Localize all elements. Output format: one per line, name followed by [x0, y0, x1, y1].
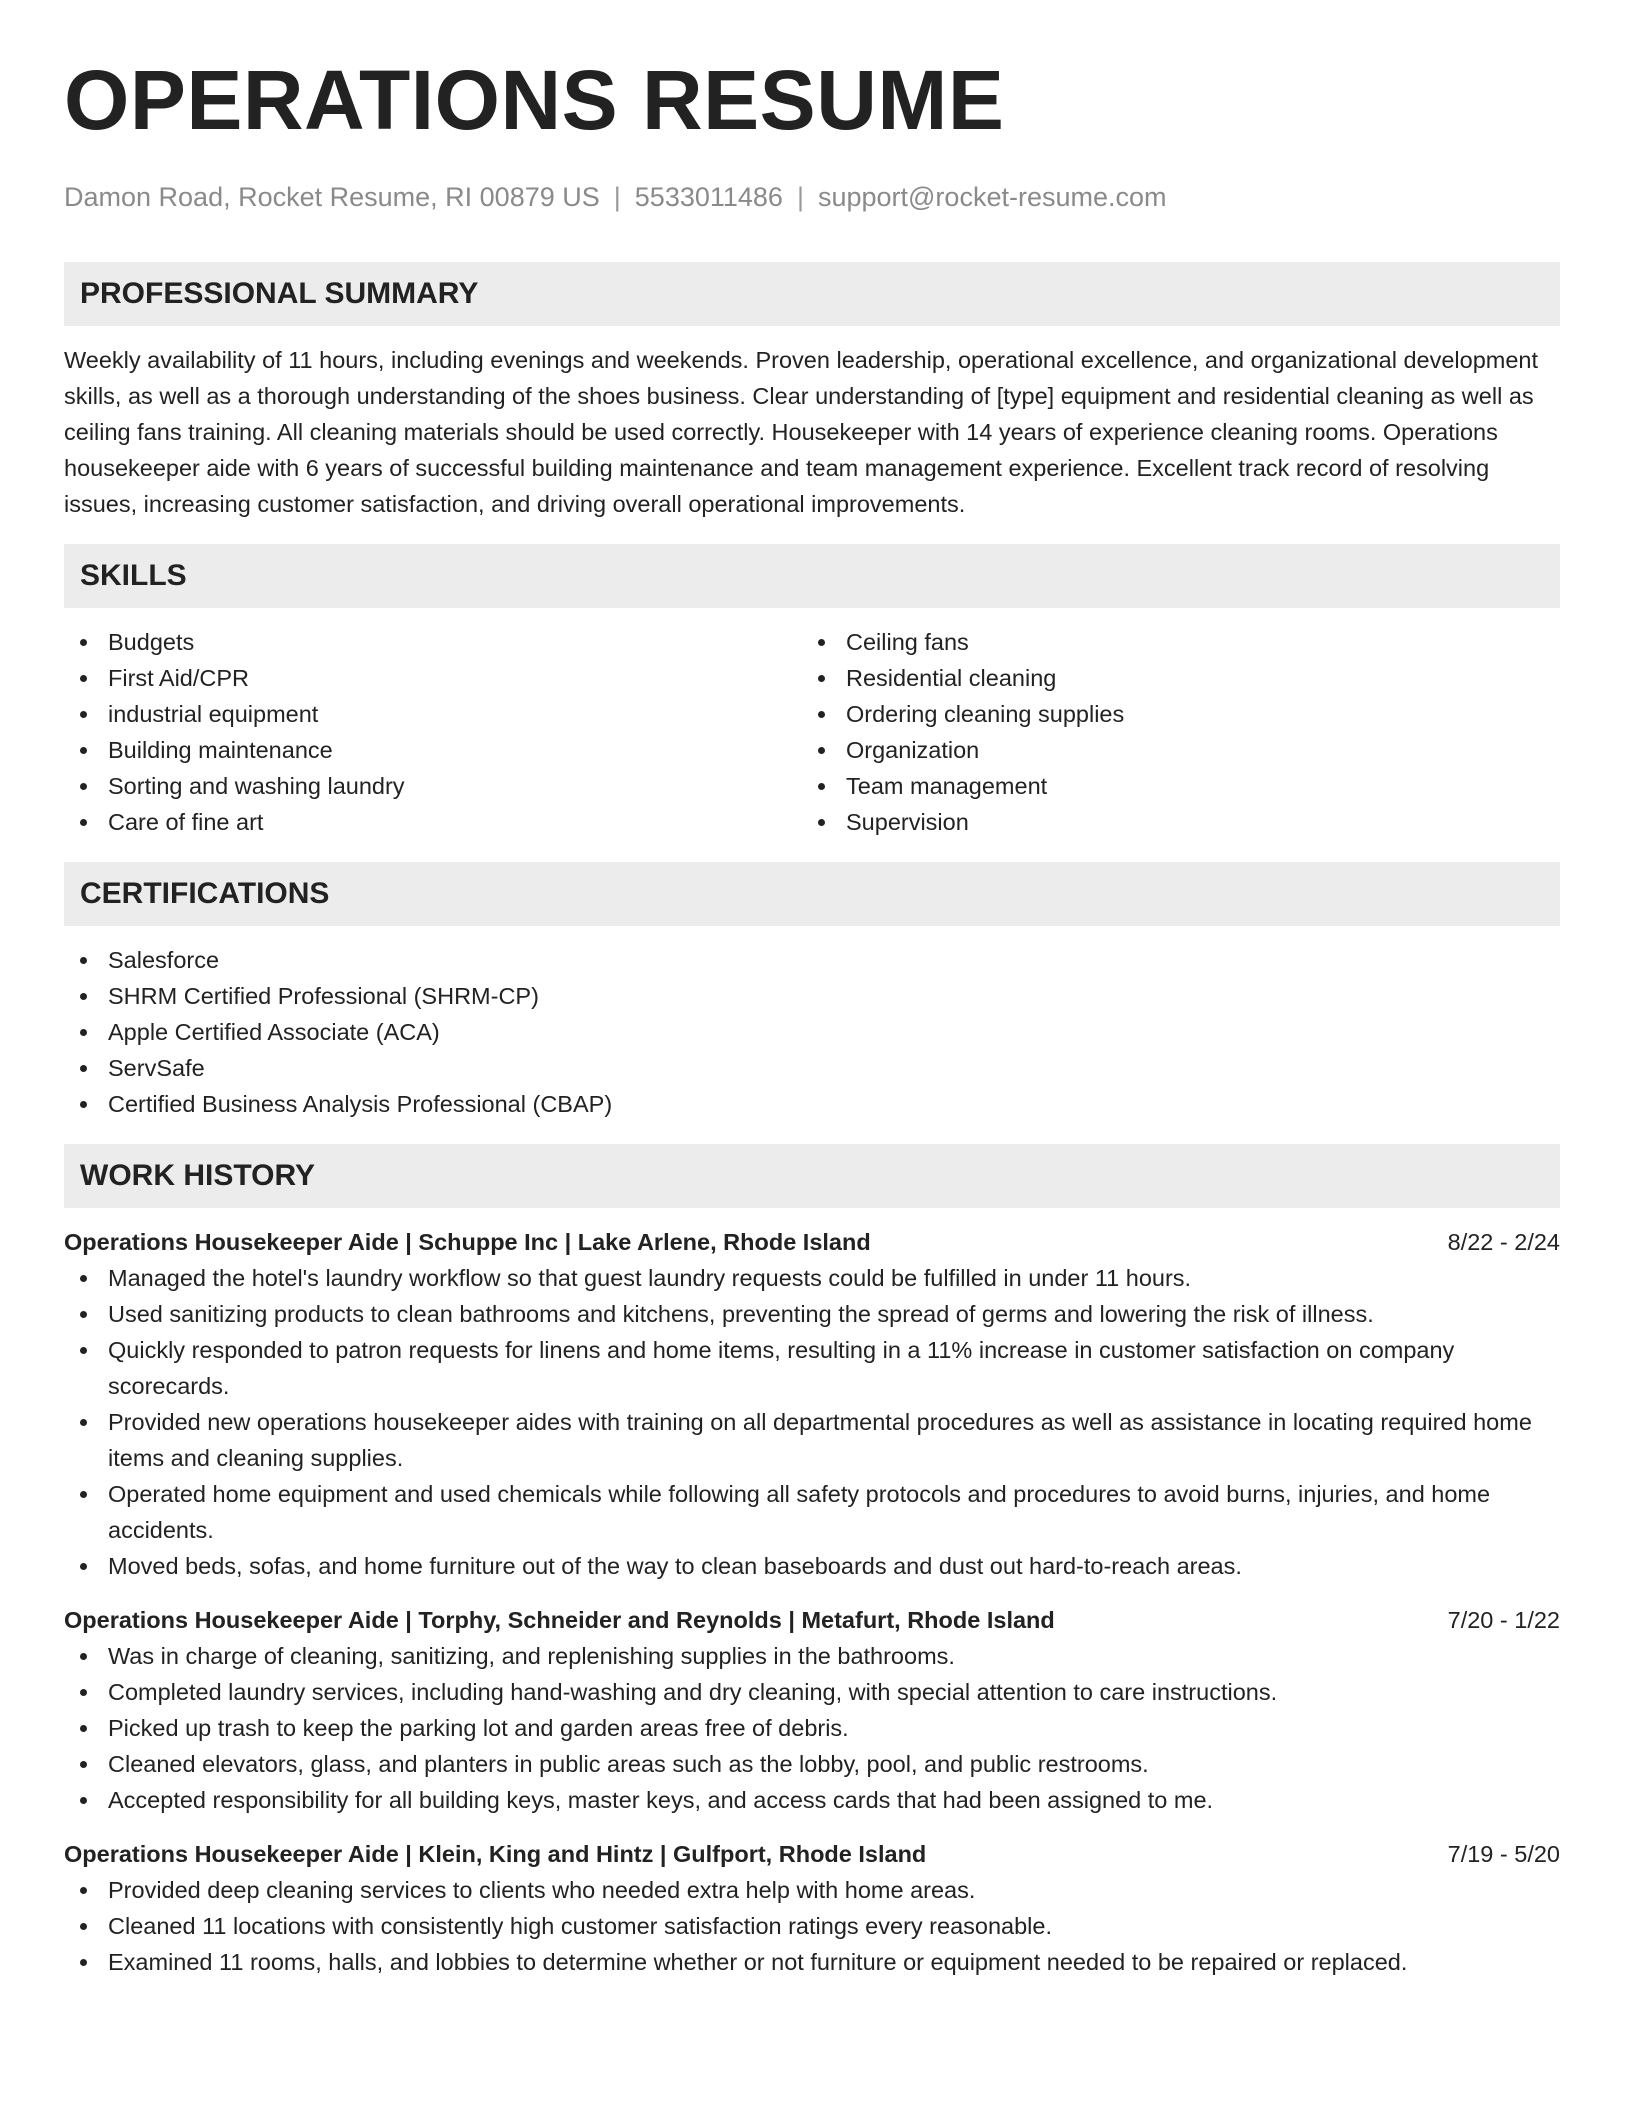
job-bullet: Cleaned elevators, glass, and planters in public areas such as the lobby, pool, and public restrooms. [64, 1746, 1560, 1782]
contact-email: support@rocket-resume.com [817, 182, 1167, 212]
skills-grid [64, 624, 1560, 840]
job-header [64, 1602, 1560, 1638]
job-bullet: Provided deep cleaning services to clients who needed extra help with home areas. [64, 1872, 1560, 1908]
job-bullets [64, 1638, 1560, 1818]
skill-item: Supervision [802, 804, 1540, 840]
section-heading-certifications: CERTIFICATIONS [64, 862, 1560, 926]
job-entry [64, 1602, 1560, 1818]
job-bullet: Provided new operations housekeeper aides with training on all departmental procedures as well as assistance in locating required home items and cleaning supplies. [64, 1404, 1560, 1476]
certification-item: Salesforce [64, 942, 1560, 978]
job-entry [64, 1836, 1560, 1980]
contact-separator: | [796, 182, 804, 212]
job-bullet: Quickly responded to patron requests for linens and home items, resulting in a 11% increase in customer satisfaction on company scorecards. [64, 1332, 1560, 1404]
resume-content [64, 53, 1560, 1980]
contact-phone: 5533011486 [634, 182, 783, 212]
certifications-list [64, 942, 1560, 1122]
section-heading-skills: SKILLS [64, 544, 1560, 608]
job-bullet: Used sanitizing products to clean bathrooms and kitchens, preventing the spread of germs and lowering the risk of illness. [64, 1296, 1560, 1332]
skill-item: Organization [802, 732, 1540, 768]
job-title: Operations Housekeeper Aide | Schuppe Inc | Lake Arlene, Rhode Island [64, 1229, 871, 1255]
job-title: Operations Housekeeper Aide | Torphy, Schneider and Reynolds | Metafurt, Rhode Island [64, 1607, 1055, 1633]
certification-item: SHRM Certified Professional (SHRM-CP) [64, 978, 1560, 1014]
job-entry [64, 1224, 1560, 1584]
skill-item: Care of fine art [64, 804, 802, 840]
job-bullet: Cleaned 11 locations with consistently high customer satisfaction ratings every reasonable. [64, 1908, 1560, 1944]
job-header [64, 1224, 1560, 1260]
job-bullet: Was in charge of cleaning, sanitizing, and replenishing supplies in the bathrooms. [64, 1638, 1560, 1674]
job-bullet: Operated home equipment and used chemicals while following all safety protocols and procedures to avoid burns, injuries, and home accidents. [64, 1476, 1560, 1548]
job-bullet: Managed the hotel's laundry workflow so that guest laundry requests could be fulfilled in under 11 hours. [64, 1260, 1560, 1296]
job-dates: 7/19 - 5/20 [1447, 1841, 1560, 1867]
skill-item: Ordering cleaning supplies [802, 696, 1540, 732]
summary-text: Weekly availability of 11 hours, including evenings and weekends. Proven leadership, operational excellence, and organizational development skills, as well as a thorough understanding of the shoes business. Clear understanding of [type] equipment and residential cleaning as well as ceiling fans training. All cleaning materials should be used correctly. Housekeeper with 14 years of experience cleaning rooms. Operations housekeeper aide with 6 years of successful building maintenance and team management experience. Excellent track record of resolving issues, increasing customer satisfaction, and driving overall operational improvements. [64, 347, 1539, 517]
skill-item: industrial equipment [64, 696, 802, 732]
contact-separator: | [613, 182, 621, 212]
contact-line [64, 184, 1560, 214]
job-dates: 8/22 - 2/24 [1447, 1229, 1560, 1255]
certification-item: ServSafe [64, 1050, 1560, 1086]
job-title: Operations Housekeeper Aide | Klein, King and Hintz | Gulfport, Rhode Island [64, 1841, 927, 1867]
skill-item: Sorting and washing laundry [64, 768, 802, 804]
skills-list-right [802, 624, 1540, 840]
skills-list-left [64, 624, 802, 840]
section-heading-summary: PROFESSIONAL SUMMARY [64, 262, 1560, 326]
skill-item: Budgets [64, 624, 802, 660]
resume-title: OPERATIONS RESUME [64, 53, 1005, 147]
job-bullet: Accepted responsibility for all building keys, master keys, and access cards that had been assigned to me. [64, 1782, 1560, 1818]
contact-address: Damon Road, Rocket Resume, RI 00879 US [64, 182, 600, 212]
job-dates: 7/20 - 1/22 [1447, 1607, 1560, 1633]
skill-item: Residential cleaning [802, 660, 1540, 696]
job-bullet: Examined 11 rooms, halls, and lobbies to determine whether or not furniture or equipment needed to be repaired or replaced. [64, 1944, 1560, 1980]
job-bullet: Completed laundry services, including hand-washing and dry cleaning, with special attention to care instructions. [64, 1674, 1560, 1710]
skill-item: Building maintenance [64, 732, 802, 768]
certification-item: Certified Business Analysis Professional (CBAP) [64, 1086, 1560, 1122]
certification-item: Apple Certified Associate (ACA) [64, 1014, 1560, 1050]
skill-item: First Aid/CPR [64, 660, 802, 696]
skill-item: Team management [802, 768, 1540, 804]
job-bullets [64, 1260, 1560, 1584]
job-bullets [64, 1872, 1560, 1980]
section-heading-work-history: WORK HISTORY [64, 1144, 1560, 1208]
skill-item: Ceiling fans [802, 624, 1540, 660]
job-bullet: Picked up trash to keep the parking lot and garden areas free of debris. [64, 1710, 1560, 1746]
job-bullet: Moved beds, sofas, and home furniture out of the way to clean baseboards and dust out hard-to-reach areas. [64, 1548, 1560, 1584]
job-header [64, 1836, 1560, 1872]
